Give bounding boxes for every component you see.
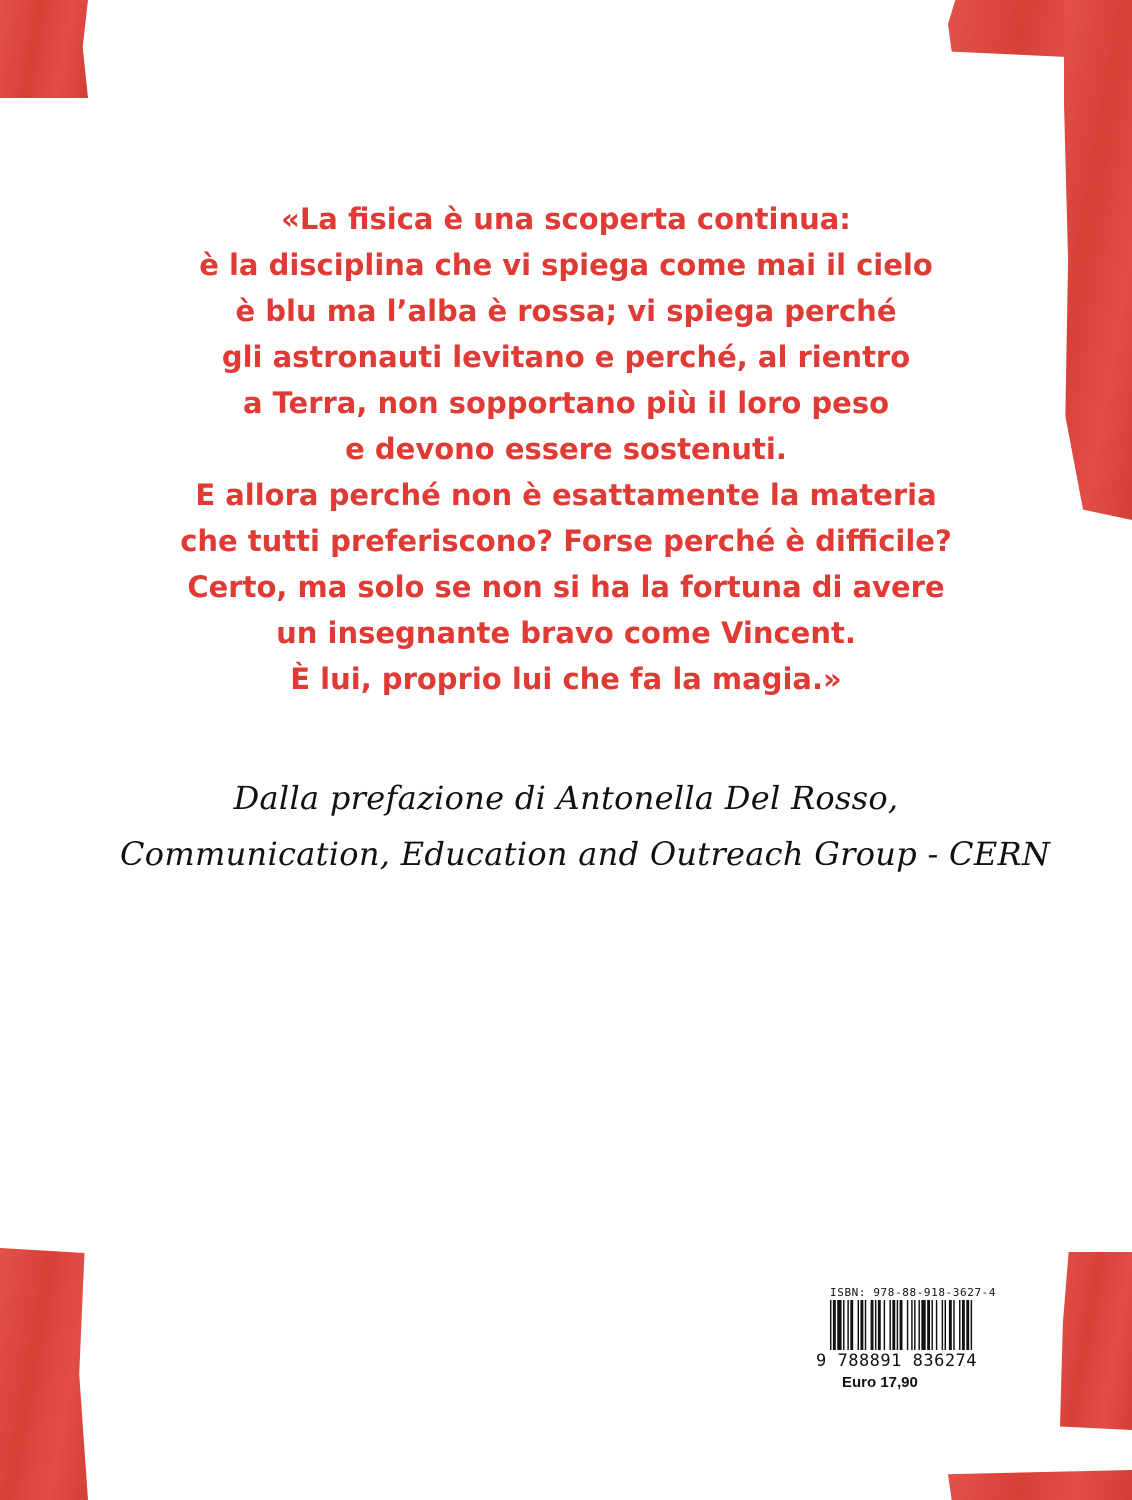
barcode-bar: [921, 1300, 925, 1350]
barcode-bar: [875, 1300, 876, 1350]
barcode-bar: [850, 1300, 853, 1350]
barcode-bar: [865, 1300, 866, 1350]
isbn-label: ISBN: 978-88-918-3627-4: [830, 1286, 997, 1299]
barcode-bar: [949, 1300, 952, 1350]
barcode-bar: [914, 1300, 915, 1350]
quote-line: È lui, proprio lui che fa la magia.»: [290, 662, 842, 696]
barcode-bar: [962, 1300, 965, 1350]
barcode-bar: [900, 1300, 903, 1350]
quote-attribution: [120, 770, 1051, 882]
price-label: Euro 17,90: [842, 1374, 918, 1391]
barcode-bar: [878, 1300, 881, 1350]
quote-line: che tutti preferiscono? Forse perché è difficile?: [180, 524, 952, 558]
barcode-bar: [927, 1300, 930, 1350]
barcode-bar: [833, 1300, 836, 1350]
quote-line: è la disciplina che vi spiega come mai il cielo: [199, 248, 933, 282]
barcode-bar: [959, 1300, 960, 1350]
back-cover-quote: [120, 196, 1012, 702]
quote-line: è blu ma l’alba è rossa; vi spiega perché: [235, 294, 897, 328]
barcode-icon: [816, 1300, 1012, 1352]
barcode-bar: [860, 1300, 863, 1350]
barcode-bar: [918, 1300, 919, 1350]
red-tape-top-left: [0, 0, 88, 98]
barcode-bar: [889, 1300, 890, 1350]
red-tape-bottom-right-vertical: [1060, 1252, 1132, 1430]
barcode-bar: [871, 1300, 874, 1350]
barcode-bar: [843, 1300, 844, 1350]
red-tape-bottom-right-horizontal: [948, 1470, 1132, 1500]
quote-line: gli astronauti levitano e perché, al rientro: [221, 340, 911, 374]
barcode-bar: [971, 1300, 972, 1350]
barcode-bar: [945, 1300, 946, 1350]
barcode-bar: [966, 1300, 969, 1350]
red-tape-right-strip: [1064, 0, 1132, 520]
barcode-bar: [942, 1300, 943, 1350]
attribution-line: Dalla prefazione di Antonella Del Rosso,: [233, 779, 899, 817]
barcode-digits: 9 788891 836274: [816, 1351, 978, 1371]
red-tape-bottom-left: [0, 1248, 88, 1500]
barcode-bar: [897, 1300, 898, 1350]
barcode-bar: [830, 1300, 831, 1350]
barcode-bar: [953, 1300, 954, 1350]
barcode-bar: [892, 1300, 895, 1350]
barcode-bar: [884, 1300, 885, 1350]
barcode-bar: [907, 1300, 908, 1350]
barcode-bar: [936, 1300, 937, 1350]
quote-line: e devono essere sostenuti.: [345, 432, 787, 466]
quote-line: «La fisica è una scoperta continua:: [281, 202, 851, 236]
barcode-bar: [837, 1300, 841, 1350]
barcode-bar: [858, 1300, 859, 1350]
barcode-bar: [911, 1300, 912, 1350]
barcode-bar: [847, 1300, 848, 1350]
quote-line: E allora perché non è esattamente la materia: [195, 478, 937, 512]
quote-line: a Terra, non sopportano più il loro peso: [242, 386, 890, 420]
attribution-line: Communication, Education and Outreach Group - CERN: [120, 835, 1051, 873]
quote-line: Certo, ma solo se non si ha la fortuna di avere: [187, 570, 945, 604]
quote-line: un insegnante bravo come Vincent.: [276, 616, 856, 650]
barcode-bar: [932, 1300, 933, 1350]
